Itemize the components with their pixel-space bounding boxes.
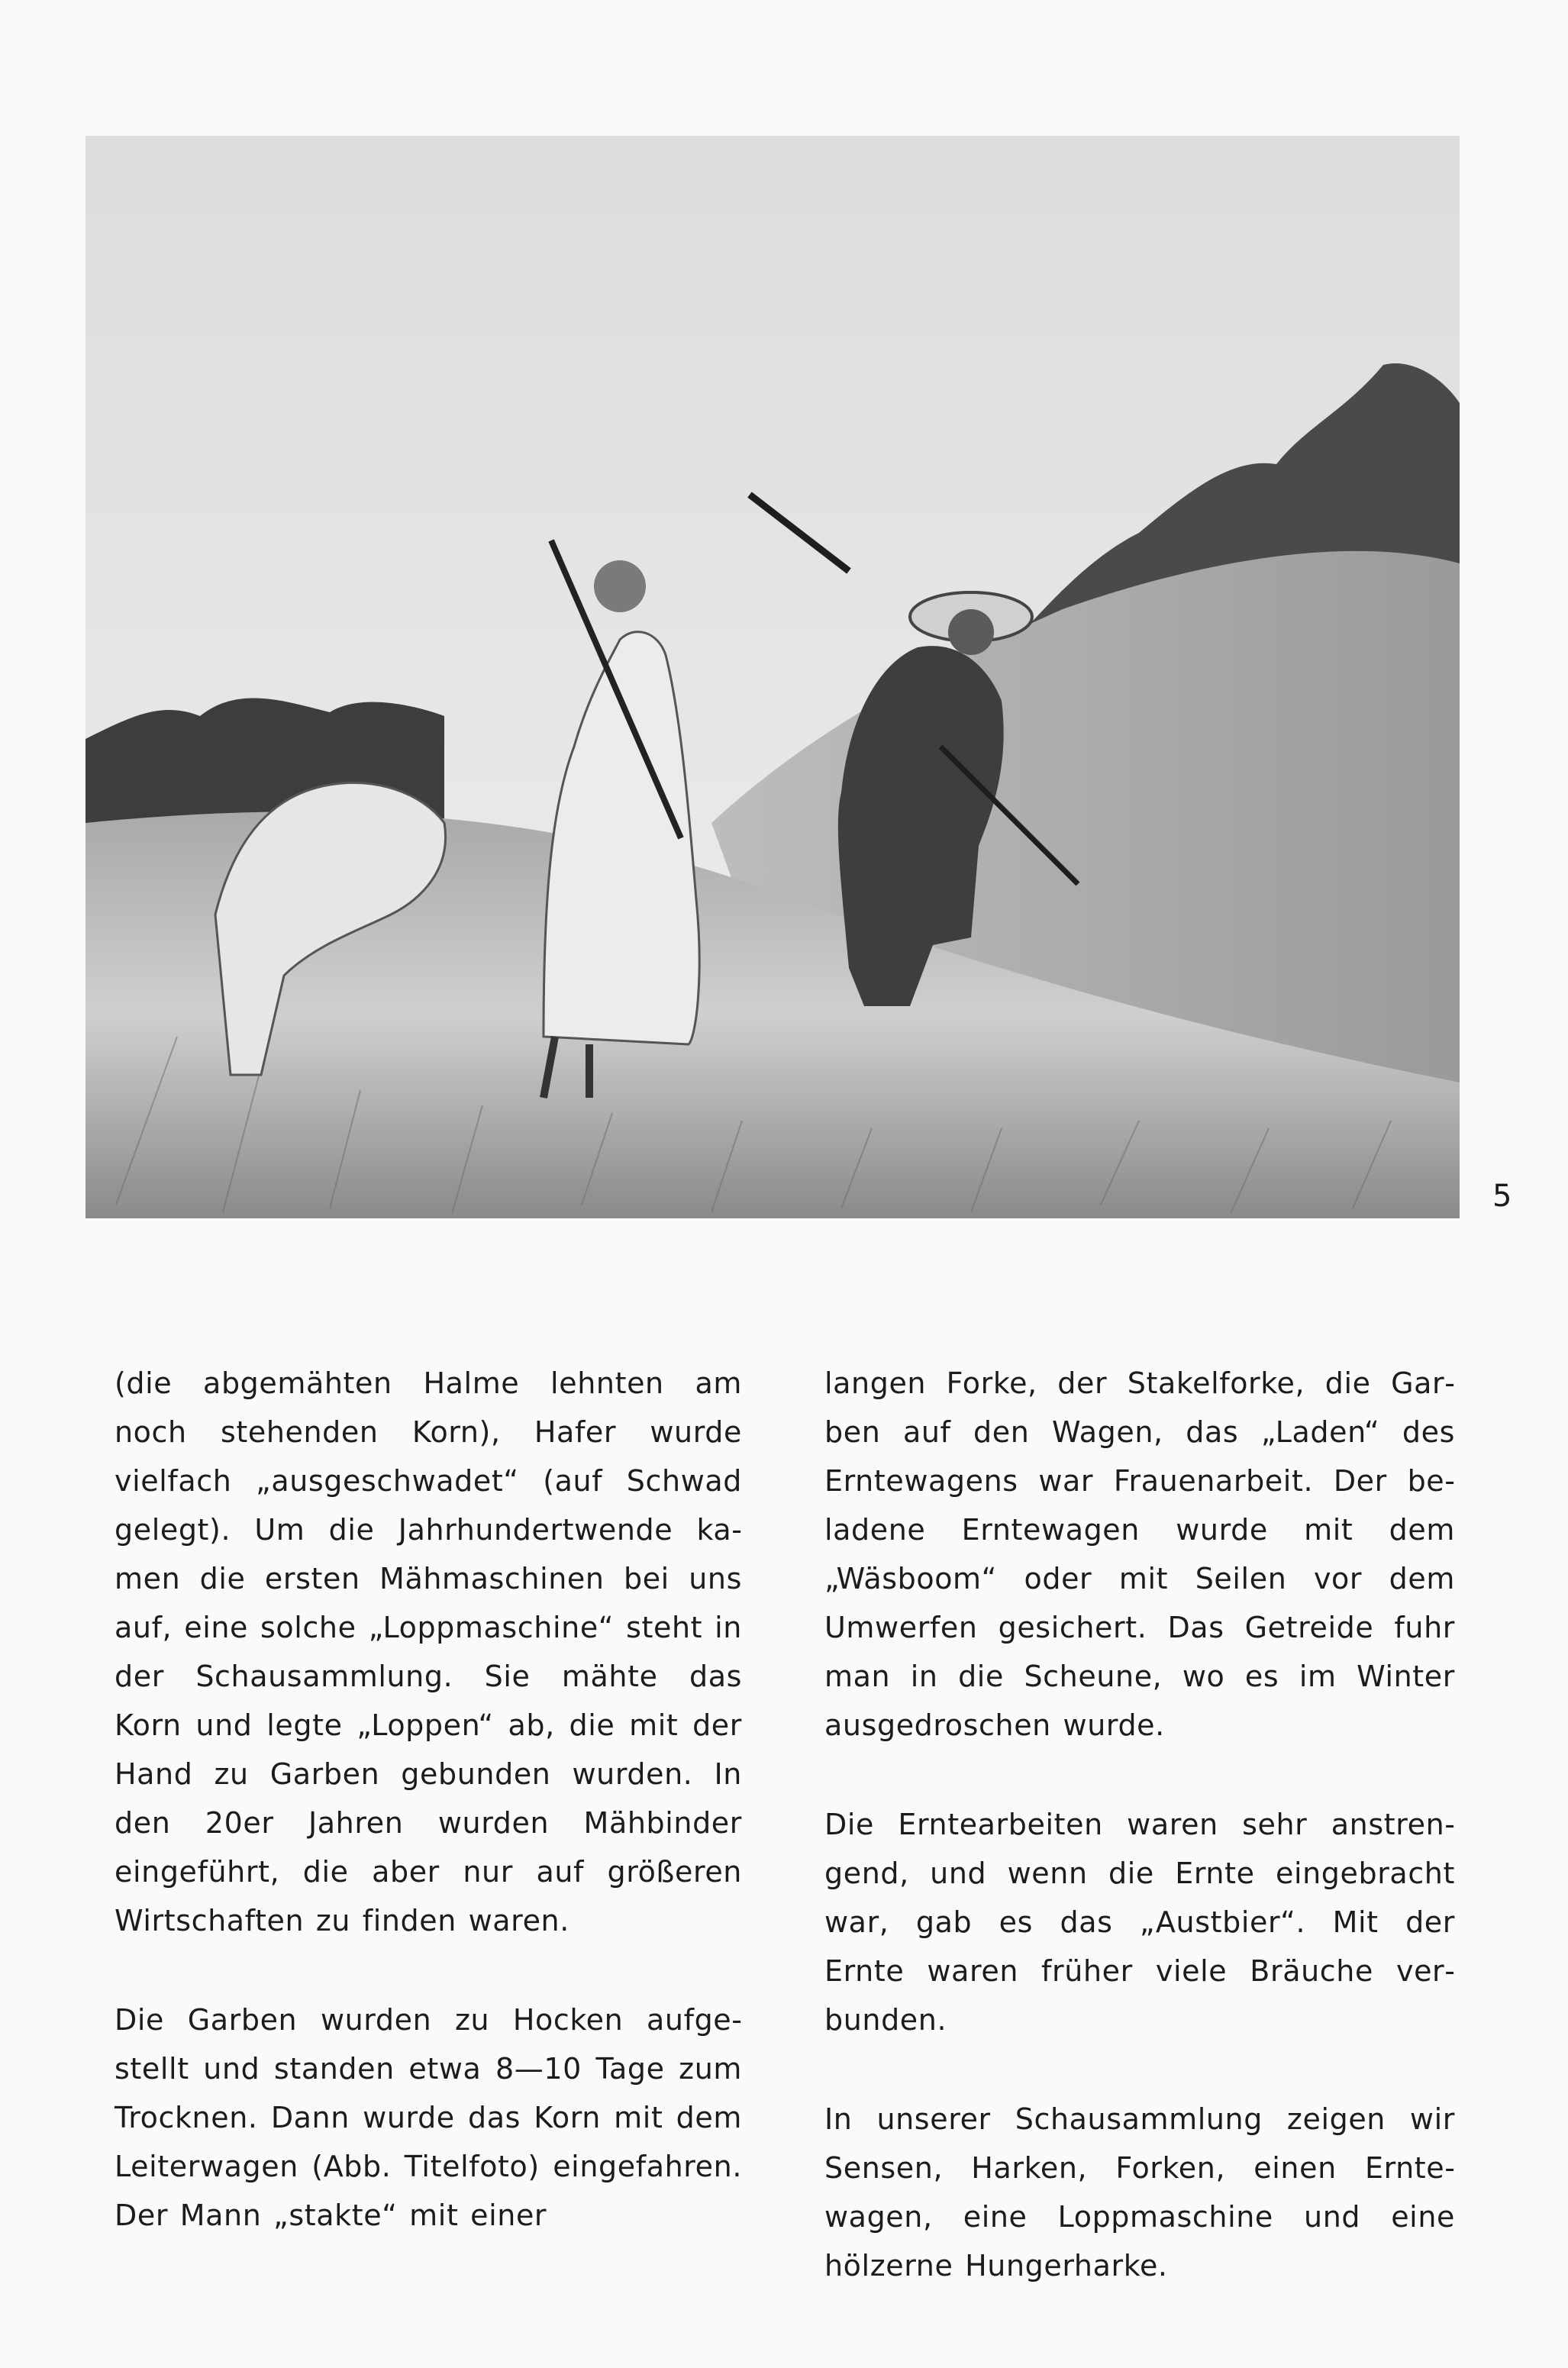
harvest-photo [85, 136, 1460, 1218]
paragraph: In unserer Schausammlung zeigen wir Sensen, Harken, Forken, einen Erntewagen, eine Loppmaschine und eine hölzerne Hungerharke. [824, 2102, 1455, 2283]
harvest-scene-photo-icon [85, 136, 1460, 1218]
paragraph: (die abgemähten Halme lehnten am noch stehenden Korn), Hafer wurde vielfach „ausgeschwadet“ (auf Schwad gelegt). Um die Jahrhundertwende kamen die ersten Mähmaschinen bei uns auf, eine solche „Loppmaschine“ steht in der Schausammlung. Sie mähte das Korn und legte „Loppen“ ab, die mit der Hand zu Garben gebunden wurden. In den 20er Jahren wurden Mähbinder eingeführt, die aber nur auf größeren Wirtschaften zu finden waren. [115, 1366, 742, 1937]
paragraph: Die Garben wurden zu Hocken aufgestellt und standen etwa 8—10 Tage zum Trocknen. Dann wurde das Korn mit dem Leiterwagen (Abb. Titelfoto) eingefahren. Der Mann „stakte“ mit einer [115, 2003, 742, 2232]
page-number: 5 [1492, 1179, 1512, 1214]
paragraph: langen Forke, der Stakelforke, die Garben auf den Wagen, das „Laden“ des Erntewagens war Frauenarbeit. Der beladene Erntewagen wurde mit dem „Wäsboom“ oder mit Seilen vor dem Umwerfen gesichert. Das Getreide fuhr man in die Scheune, wo es im Winter ausgedroschen wurde. [824, 1366, 1455, 1742]
left-text-column [115, 1359, 742, 2240]
right-text-column [824, 1359, 1455, 2290]
paragraph: Die Erntearbeiten waren sehr anstrengend, und wenn die Ernte eingebracht war, gab es das „Austbier“. Mit der Ernte waren früher viele Bräuche verbunden. [824, 1808, 1455, 2037]
